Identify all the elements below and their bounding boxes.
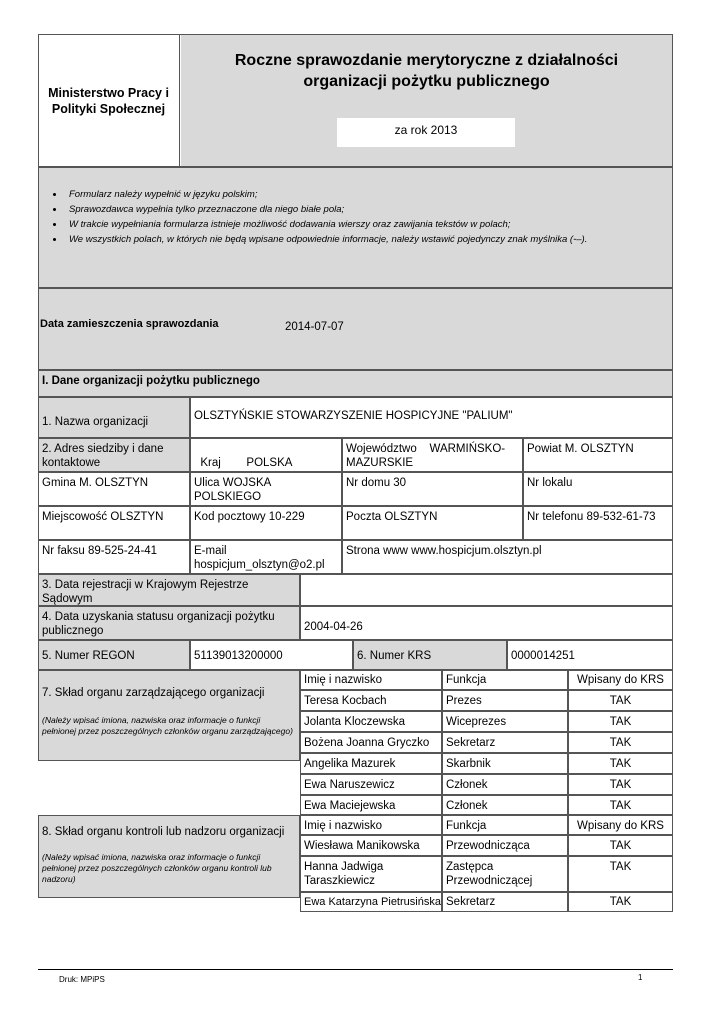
kraj-field[interactable] bbox=[190, 438, 342, 472]
gmina-text: Gmina M. OLSZTYN bbox=[42, 477, 149, 489]
krs-label-text: 6. Numer KRS bbox=[357, 650, 432, 662]
board-member-krs-text: TAK bbox=[609, 716, 632, 728]
instruction-item: • Formularz należy wypełnić w języku polskim; bbox=[65, 187, 672, 202]
board-member-function[interactable] bbox=[442, 732, 568, 753]
telefon-text: Nr telefonu 89-532-61-73 bbox=[527, 511, 656, 523]
control-member-function-text: Sekretarz bbox=[446, 896, 496, 908]
miejscowosc-field[interactable] bbox=[38, 506, 190, 540]
title-box bbox=[181, 35, 672, 107]
regon-label-text: 5. Numer REGON bbox=[42, 650, 135, 662]
board-member-name[interactable] bbox=[300, 753, 442, 774]
board-member-krs-text: TAK bbox=[609, 695, 632, 707]
control-member-krs[interactable] bbox=[568, 856, 673, 892]
kraj-text: Kraj POLSKA bbox=[200, 457, 293, 469]
board-member-name-text: Ewa Maciejewska bbox=[304, 800, 396, 812]
control-member-krs[interactable] bbox=[568, 892, 673, 912]
instructions-list bbox=[39, 187, 672, 247]
krs-value-text: 0000014251 bbox=[511, 650, 575, 662]
report-date-label: Data zamieszczenia sprawozdania bbox=[40, 318, 219, 330]
ulica-field[interactable] bbox=[190, 472, 342, 506]
gmina-field[interactable] bbox=[38, 472, 190, 506]
poczta-field[interactable] bbox=[342, 506, 523, 540]
section-1-title-text: I. Dane organizacji pożytku publicznego bbox=[42, 375, 260, 387]
control-member-name-text: Ewa Katarzyna Pietrusińska bbox=[304, 896, 441, 908]
control-member-function[interactable] bbox=[442, 856, 568, 892]
board-note: (Należy wpisać imiona, nazwiska oraz informacje o funkcji pełnionej przez poszczególnych członków organu zarządzającego) bbox=[42, 715, 293, 736]
control-member-name[interactable] bbox=[300, 856, 442, 892]
krs-reg-label bbox=[38, 574, 300, 606]
year-field bbox=[337, 118, 515, 147]
instruction-item: • We wszystkich polach, w których nie będą wpisane odpowiednie informacje, należy wstawić pojedynczy znak myślnika (-–). bbox=[65, 232, 672, 247]
board-header-function bbox=[442, 670, 568, 690]
kod-field[interactable] bbox=[190, 506, 342, 540]
board-member-function[interactable] bbox=[442, 753, 568, 774]
board-member-name[interactable] bbox=[300, 711, 442, 732]
telefon-field[interactable] bbox=[523, 506, 673, 540]
krs-reg-label-text: 3. Data rejestracji w Krajowym Rejestrze Sądowym bbox=[42, 579, 249, 605]
board-member-function[interactable] bbox=[442, 690, 568, 711]
wojewodztwo-text: Województwo WARMIŃSKO-MAZURSKIE bbox=[346, 443, 506, 469]
address-label-text: 2. Adres siedziby i dane kontaktowe bbox=[42, 443, 164, 469]
board-member-krs[interactable] bbox=[568, 753, 673, 774]
board-header-krs-text: Wpisany do KRS bbox=[577, 674, 664, 686]
poczta-text: Poczta OLSZTYN bbox=[346, 511, 438, 523]
org-name-value-text: OLSZTYŃSKIE STOWARZYSZENIE HOSPICYJNE "PALIUM" bbox=[194, 410, 513, 422]
faks-field[interactable] bbox=[38, 540, 190, 574]
board-member-function-text: Skarbnik bbox=[446, 758, 491, 770]
address-label bbox=[38, 438, 190, 472]
board-header-krs bbox=[568, 670, 673, 690]
board-member-name[interactable] bbox=[300, 690, 442, 711]
control-label: 8. Skład organu kontroli lub nadzoru organizacji bbox=[42, 826, 285, 838]
ulica-text: Ulica WOJSKA POLSKIEGO bbox=[194, 477, 271, 503]
control-header-function-text: Funkcja bbox=[446, 820, 487, 832]
control-member-name[interactable] bbox=[300, 892, 442, 912]
opp-value[interactable] bbox=[300, 606, 673, 640]
opp-label-text: 4. Data uzyskania statusu organizacji pożytku publicznego bbox=[42, 611, 275, 637]
faks-text: Nr faksu 89-525-24-41 bbox=[42, 545, 158, 557]
footer-rule bbox=[38, 969, 673, 970]
board-member-krs[interactable] bbox=[568, 711, 673, 732]
board-member-krs-text: TAK bbox=[609, 779, 632, 791]
board-member-name[interactable] bbox=[300, 732, 442, 753]
regon-value-text: 51139013200000 bbox=[194, 650, 283, 662]
board-member-function-text: Prezes bbox=[446, 695, 482, 707]
kod-text: Kod pocztowy 10-229 bbox=[194, 511, 305, 523]
org-name-label-text: 1. Nazwa organizacji bbox=[42, 416, 149, 428]
report-date-value: 2014-07-07 bbox=[285, 321, 344, 333]
board-member-function[interactable] bbox=[442, 774, 568, 795]
nr-lokalu-field[interactable] bbox=[523, 472, 673, 506]
board-member-krs[interactable] bbox=[568, 690, 673, 711]
board-member-function[interactable] bbox=[442, 711, 568, 732]
board-member-krs[interactable] bbox=[568, 774, 673, 795]
ministry-box bbox=[38, 34, 180, 167]
regon-value[interactable] bbox=[190, 640, 353, 670]
control-member-function-text: Zastępca Przewodniczącej bbox=[446, 861, 533, 887]
board-member-name[interactable] bbox=[300, 795, 442, 815]
control-member-name[interactable] bbox=[300, 835, 442, 856]
opp-value-text: 2004-04-26 bbox=[304, 621, 363, 633]
board-member-krs-text: TAK bbox=[609, 800, 632, 812]
wojewodztwo-field[interactable] bbox=[342, 438, 523, 472]
ministry-name: Ministerstwo Pracy i Polityki Społecznej bbox=[48, 85, 169, 116]
control-member-krs-text: TAK bbox=[609, 896, 632, 908]
nr-lokalu-text: Nr lokalu bbox=[527, 477, 573, 489]
krs-value[interactable] bbox=[507, 640, 673, 670]
control-header-krs bbox=[568, 815, 673, 835]
board-member-function-text: Sekretarz bbox=[446, 737, 496, 749]
section-1-title bbox=[38, 370, 673, 397]
board-member-krs-text: TAK bbox=[609, 758, 632, 770]
email-field[interactable] bbox=[190, 540, 342, 574]
board-member-function-text: Wiceprezes bbox=[446, 716, 507, 728]
board-label-box bbox=[38, 670, 300, 761]
krs-label bbox=[353, 640, 507, 670]
control-member-krs-text: TAK bbox=[609, 861, 632, 873]
board-member-function[interactable] bbox=[442, 795, 568, 815]
control-member-krs-text: TAK bbox=[609, 840, 632, 852]
board-member-krs-text: TAK bbox=[609, 737, 632, 749]
control-label-box bbox=[38, 815, 300, 898]
krs-reg-value[interactable] bbox=[300, 574, 673, 606]
control-member-function[interactable] bbox=[442, 892, 568, 912]
control-member-name-text: Wiesława Manikowska bbox=[304, 840, 420, 852]
control-note: (Należy wpisać imiona, nazwiska oraz informacje o funkcji pełnionej przez poszczególnych członków organu kontroli lub nadzoru) bbox=[42, 852, 272, 884]
instruction-item: • W trakcie wypełniania formularza istnieje możliwość dodawania wierszy oraz zawijania tekstów w polach; bbox=[65, 217, 672, 232]
form-title: Roczne sprawozdanie merytoryczne z działalności organizacji pożytku publicznego bbox=[234, 52, 619, 90]
control-header-krs-text: Wpisany do KRS bbox=[577, 820, 664, 832]
page-number: 1 bbox=[638, 973, 643, 982]
nr-domu-field[interactable] bbox=[342, 472, 523, 506]
control-header-name-text: Imię i nazwisko bbox=[304, 820, 382, 832]
regon-label bbox=[38, 640, 190, 670]
board-member-function-text: Członek bbox=[446, 779, 488, 791]
powiat-text: Powiat M. OLSZTYN bbox=[527, 443, 634, 455]
board-header-name-text: Imię i nazwisko bbox=[304, 674, 382, 686]
board-member-name-text: Bożena Joanna Gryczko bbox=[304, 737, 430, 749]
board-member-name[interactable] bbox=[300, 774, 442, 795]
powiat-field[interactable] bbox=[523, 438, 673, 472]
board-member-name-text: Angelika Mazurek bbox=[304, 758, 396, 770]
opp-label bbox=[38, 606, 300, 640]
footer-print: Druk: MPiPS bbox=[59, 975, 105, 984]
board-member-name-text: Jolanta Kloczewska bbox=[304, 716, 405, 728]
board-member-name-text: Teresa Kocbach bbox=[304, 695, 387, 707]
board-label: 7. Skład organu zarządzającego organizacji bbox=[42, 687, 265, 699]
nr-domu-text: Nr domu 30 bbox=[346, 477, 407, 489]
board-member-krs[interactable] bbox=[568, 732, 673, 753]
control-member-function-text: Przewodnicząca bbox=[446, 840, 530, 852]
board-header-name bbox=[300, 670, 442, 690]
miejscowosc-text: Miejscowość OLSZTYN bbox=[42, 511, 164, 523]
instructions-box bbox=[38, 167, 673, 288]
instruction-item: • Sprawozdawca wypełnia tylko przeznaczone dla niego białe pola; bbox=[65, 202, 672, 217]
org-name-value[interactable] bbox=[190, 397, 673, 438]
org-name-label bbox=[38, 397, 190, 438]
control-member-krs[interactable] bbox=[568, 835, 673, 856]
control-member-name-text: Hanna Jadwiga Taraszkiewicz bbox=[304, 861, 384, 887]
year-label: za rok 2013 bbox=[394, 123, 458, 137]
board-member-function-text: Członek bbox=[446, 800, 488, 812]
www-field[interactable] bbox=[342, 540, 673, 574]
board-member-name-text: Ewa Naruszewicz bbox=[304, 779, 395, 791]
www-text: Strona www www.hospicjum.olsztyn.pl bbox=[346, 545, 542, 557]
control-header-name bbox=[300, 815, 442, 835]
board-header-function-text: Funkcja bbox=[446, 674, 487, 686]
control-member-function[interactable] bbox=[442, 835, 568, 856]
email-text: E-mail hospicjum_olsztyn@o2.pl bbox=[194, 545, 325, 571]
board-member-krs[interactable] bbox=[568, 795, 673, 815]
control-header-function bbox=[442, 815, 568, 835]
